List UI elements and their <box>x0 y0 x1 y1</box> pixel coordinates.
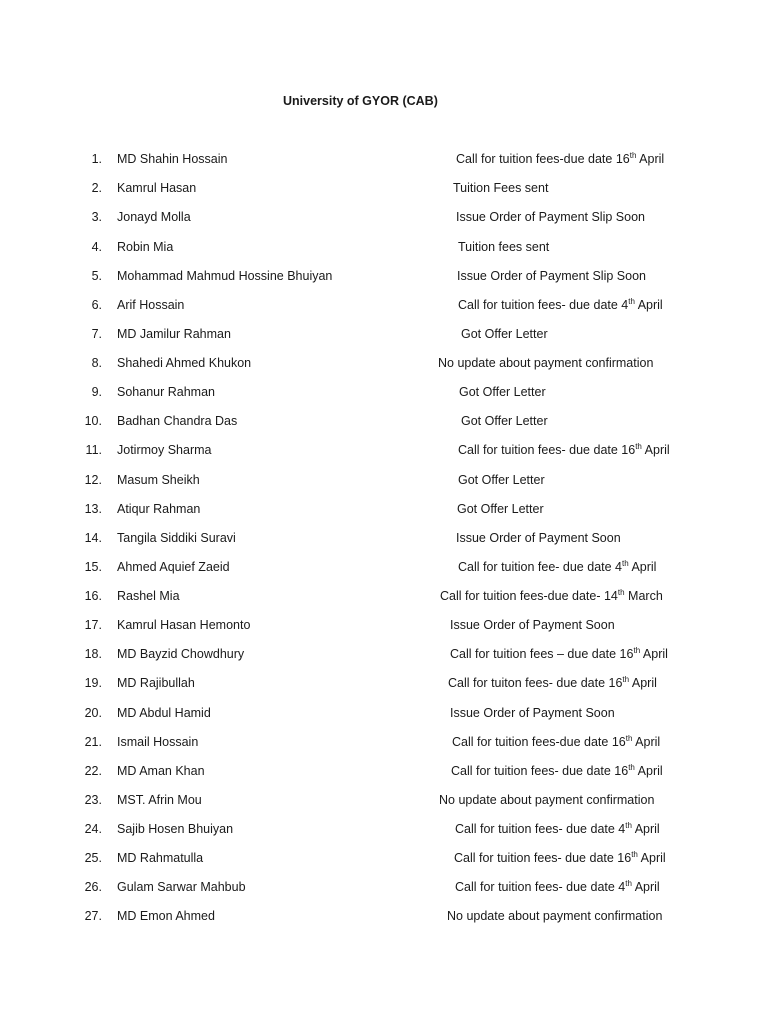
status-text <box>450 704 615 722</box>
item-number: 20. <box>84 706 102 720</box>
ordinal-suffix: th <box>629 151 637 160</box>
student-name: Jonayd Molla <box>117 210 191 224</box>
status-main: Call for tuition fees- due date 4 <box>458 298 629 312</box>
item-number: 6. <box>91 298 102 312</box>
status-text <box>458 296 663 314</box>
student-name: Gulam Sarwar Mahbub <box>117 880 246 894</box>
item-number: 5. <box>91 269 102 283</box>
item-number: 9. <box>91 385 102 399</box>
status-main: No update about payment confirmation <box>439 793 655 807</box>
status-text <box>447 907 662 925</box>
item-number: 14. <box>84 531 102 545</box>
status-text <box>456 208 645 226</box>
status-text <box>453 179 548 197</box>
ordinal-suffix: th <box>628 297 635 306</box>
ordinal-suffix: th <box>625 734 633 743</box>
list-item <box>0 762 768 780</box>
status-month: April <box>634 298 663 312</box>
item-number: 16. <box>84 589 102 603</box>
list-item <box>0 267 768 285</box>
status-main: Call for tuition fees – due date 16 <box>450 647 634 661</box>
item-number: 2. <box>91 181 102 195</box>
status-text <box>455 878 660 896</box>
list-item <box>0 325 768 343</box>
student-name: Sohanur Rahman <box>117 385 215 399</box>
status-main: Call for tuition fees- due date 4 <box>455 822 626 836</box>
status-text <box>458 471 545 489</box>
list-item <box>0 558 768 576</box>
item-number: 3. <box>91 210 102 224</box>
status-main: Call for tuition fees- due date 16 <box>451 764 629 778</box>
list-item <box>0 238 768 256</box>
status-main: Got Offer Letter <box>458 473 545 487</box>
ordinal-suffix: th <box>622 675 630 684</box>
status-main: Call for tuition fee- due date 4 <box>458 560 622 574</box>
item-number: 4. <box>91 240 102 254</box>
status-main: Call for tuition fees- due date 16 <box>454 851 632 865</box>
list-item <box>0 296 768 314</box>
item-number: 17. <box>84 618 102 632</box>
status-main: Call for tuition fees-due date- 14 <box>440 589 618 603</box>
status-text <box>452 733 660 751</box>
list-item <box>0 733 768 751</box>
student-name: Atiqur Rahman <box>117 502 201 516</box>
status-month: April <box>640 647 668 661</box>
ordinal-suffix: th <box>625 879 632 888</box>
student-name: Kamrul Hasan <box>117 181 197 195</box>
list-item <box>0 208 768 226</box>
item-number: 22. <box>84 764 102 778</box>
student-name: MD Abdul Hamid <box>117 706 211 720</box>
status-month: April <box>634 764 663 778</box>
student-name: MD Jamilur Rahman <box>117 327 231 341</box>
student-name: Ahmed Aquief Zaeid <box>117 560 230 574</box>
status-main: Tuition fees sent <box>458 240 550 254</box>
status-main: Call for tuiton fees- due date 16 <box>448 676 623 690</box>
student-name: Shahedi Ahmed Khukon <box>117 356 252 370</box>
status-main: Call for tuition fees-due date 16 <box>456 152 630 166</box>
status-text <box>456 150 664 168</box>
list-item <box>0 645 768 663</box>
student-name: MD Shahin Hossain <box>117 152 228 166</box>
status-text <box>440 587 663 605</box>
status-text <box>459 383 546 401</box>
status-month: March <box>624 589 663 603</box>
status-month: April <box>631 822 660 836</box>
status-main: Issue Order of Payment Slip Soon <box>456 210 645 224</box>
list-item <box>0 471 768 489</box>
status-text <box>457 500 544 518</box>
student-name: Mohammad Mahmud Hossine Bhuiyan <box>117 269 333 283</box>
status-main: Got Offer Letter <box>457 502 544 516</box>
list-item <box>0 674 768 692</box>
student-name: Kamrul Hasan Hemonto <box>117 618 251 632</box>
list-item <box>0 849 768 867</box>
status-text <box>450 645 668 663</box>
status-main: Tuition Fees sent <box>453 181 549 195</box>
status-main: Got Offer Letter <box>461 414 548 428</box>
status-text <box>454 849 666 867</box>
item-number: 10. <box>84 414 102 428</box>
student-name: Jotirmoy Sharma <box>117 443 212 457</box>
student-name: MD Emon Ahmed <box>117 909 215 923</box>
status-month: April <box>632 735 661 749</box>
list-item <box>0 383 768 401</box>
student-name: Tangila Siddiki Suravi <box>117 531 236 545</box>
ordinal-suffix: th <box>631 850 638 859</box>
student-name: Rashel Mia <box>117 589 180 603</box>
student-name: Ismail Hossain <box>117 735 199 749</box>
status-month: April <box>641 443 670 457</box>
student-name: Arif Hossain <box>117 298 185 312</box>
ordinal-suffix: th <box>628 763 635 772</box>
list-item <box>0 500 768 518</box>
list-item <box>0 412 768 430</box>
student-name: Robin Mia <box>117 240 174 254</box>
list-item <box>0 354 768 372</box>
item-number: 25. <box>84 851 102 865</box>
item-number: 13. <box>84 502 102 516</box>
list-item <box>0 441 768 459</box>
list-item <box>0 704 768 722</box>
list-item <box>0 587 768 605</box>
item-number: 18. <box>84 647 102 661</box>
ordinal-suffix: th <box>622 559 629 568</box>
list-item <box>0 878 768 896</box>
item-number: 12. <box>84 473 102 487</box>
item-number: 15. <box>84 560 102 574</box>
status-text <box>439 791 654 809</box>
student-name: MD Rajibullah <box>117 676 195 690</box>
status-text <box>458 441 670 459</box>
student-name: Masum Sheikh <box>117 473 200 487</box>
status-main: Issue Order of Payment Soon <box>450 618 615 632</box>
status-month: April <box>631 880 660 894</box>
list-item <box>0 150 768 168</box>
ordinal-suffix: th <box>635 442 642 451</box>
status-main: Issue Order of Payment Slip Soon <box>457 269 646 283</box>
status-main: Got Offer Letter <box>461 327 548 341</box>
item-number: 24. <box>84 822 102 836</box>
status-text <box>455 820 660 838</box>
status-text <box>461 325 548 343</box>
status-text <box>457 267 646 285</box>
list-item <box>0 907 768 925</box>
list-item <box>0 529 768 547</box>
list-item <box>0 820 768 838</box>
status-text <box>461 412 548 430</box>
document-title: University of GYOR (CAB) <box>283 94 438 108</box>
student-name: MD Bayzid Chowdhury <box>117 647 245 661</box>
item-number: 8. <box>91 356 102 370</box>
status-main: Got Offer Letter <box>459 385 546 399</box>
item-number: 27. <box>84 909 102 923</box>
item-number: 1. <box>91 152 102 166</box>
status-main: Issue Order of Payment Soon <box>450 706 615 720</box>
status-text <box>458 238 549 256</box>
item-number: 19. <box>84 676 102 690</box>
ordinal-suffix: th <box>625 821 632 830</box>
status-main: Call for tuition fees- due date 16 <box>458 443 636 457</box>
status-text <box>451 762 663 780</box>
status-month: April <box>628 560 657 574</box>
student-name: Badhan Chandra Das <box>117 414 238 428</box>
status-text <box>458 558 656 576</box>
status-main: Call for tuition fees- due date 4 <box>455 880 626 894</box>
list-item <box>0 179 768 197</box>
status-month: April <box>629 676 657 690</box>
item-number: 7. <box>91 327 102 341</box>
item-number: 23. <box>84 793 102 807</box>
status-main: No update about payment confirmation <box>438 356 654 370</box>
status-text <box>456 529 621 547</box>
ordinal-suffix: th <box>633 646 641 655</box>
item-number: 26. <box>84 880 102 894</box>
student-name: Sajib Hosen Bhuiyan <box>117 822 234 836</box>
status-main: No update about payment confirmation <box>447 909 663 923</box>
ordinal-suffix: th <box>617 588 625 597</box>
status-month: April <box>636 152 665 166</box>
status-text <box>450 616 615 634</box>
status-text <box>448 674 657 692</box>
status-main: Issue Order of Payment Soon <box>456 531 621 545</box>
list-item <box>0 616 768 634</box>
status-text <box>438 354 653 372</box>
student-name: MD Aman Khan <box>117 764 205 778</box>
list-item <box>0 791 768 809</box>
item-number: 21. <box>84 735 102 749</box>
student-name: MD Rahmatulla <box>117 851 204 865</box>
student-name: MST. Afrin Mou <box>117 793 202 807</box>
status-main: Call for tuition fees-due date 16 <box>452 735 626 749</box>
status-month: April <box>637 851 666 865</box>
item-number: 11. <box>85 443 102 457</box>
